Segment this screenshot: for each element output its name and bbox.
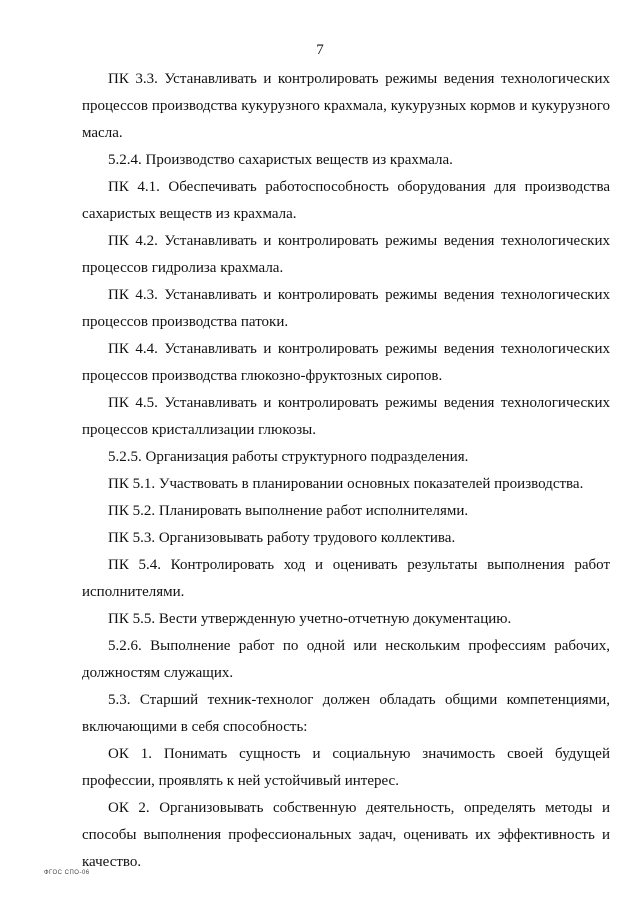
paragraph-pk-4-4: ПК 4.4. Устанавливать и контролировать режимы ведения технологических процессов производства глюкозно-фруктозных сиропов.: [82, 341, 610, 384]
paragraph-ok-1: ОК 1. Понимать сущность и социальную значимость своей будущей профессии, проявлять к ней устойчивый интерес.: [82, 746, 610, 789]
paragraph-pk-5-4: ПК 5.4. Контролировать ход и оценивать результаты выполнения работ исполнителями.: [82, 557, 610, 600]
paragraph-pk-3-3: ПК 3.3. Устанавливать и контролировать режимы ведения технологических процессов производства кукурузного крахмала, кукурузных кормов и кукурузного масла.: [82, 71, 610, 141]
paragraph-pk-5-3: ПК 5.3. Организовывать работу трудового коллектива.: [108, 530, 456, 546]
section-5-2-4: 5.2.4. Производство сахаристых веществ из крахмала.: [108, 152, 453, 168]
paragraph-pk-4-5: ПК 4.5. Устанавливать и контролировать режимы ведения технологических процессов кристаллизации глюкозы.: [82, 395, 610, 438]
paragraph-pk-4-3: ПК 4.3. Устанавливать и контролировать режимы ведения технологических процессов производства патоки.: [82, 287, 610, 330]
paragraph-pk-4-2: ПК 4.2. Устанавливать и контролировать режимы ведения технологических процессов гидролиза крахмала.: [82, 233, 610, 276]
paragraph-ok-2: ОК 2. Организовывать собственную деятельность, определять методы и способы выполнения профессиональных задач, оценивать их эффективность и качество.: [82, 800, 610, 870]
paragraph-pk-4-1: ПК 4.1. Обеспечивать работоспособность оборудования для производства сахаристых веществ из крахмала.: [82, 179, 610, 222]
section-5-2-5: 5.2.5. Организация работы структурного подразделения.: [108, 449, 469, 465]
paragraph-pk-5-2: ПК 5.2. Планировать выполнение работ исполнителями.: [108, 503, 469, 519]
section-5-3: 5.3. Старший техник-технолог должен обладать общими компетенциями, включающими в себя способность:: [82, 692, 610, 735]
section-5-2-6: 5.2.6. Выполнение работ по одной или нескольким профессиям рабочих, должностям служащих.: [82, 638, 610, 681]
paragraph-pk-5-1: ПК 5.1. Участвовать в планировании основных показателей производства.: [108, 476, 584, 492]
footer-code: ФГОС СПО-06: [44, 870, 90, 876]
document-body: [82, 66, 610, 876]
page-number: 7: [316, 42, 324, 58]
paragraph-pk-5-5: ПК 5.5. Вести утвержденную учетно-отчетную документацию.: [108, 611, 512, 627]
